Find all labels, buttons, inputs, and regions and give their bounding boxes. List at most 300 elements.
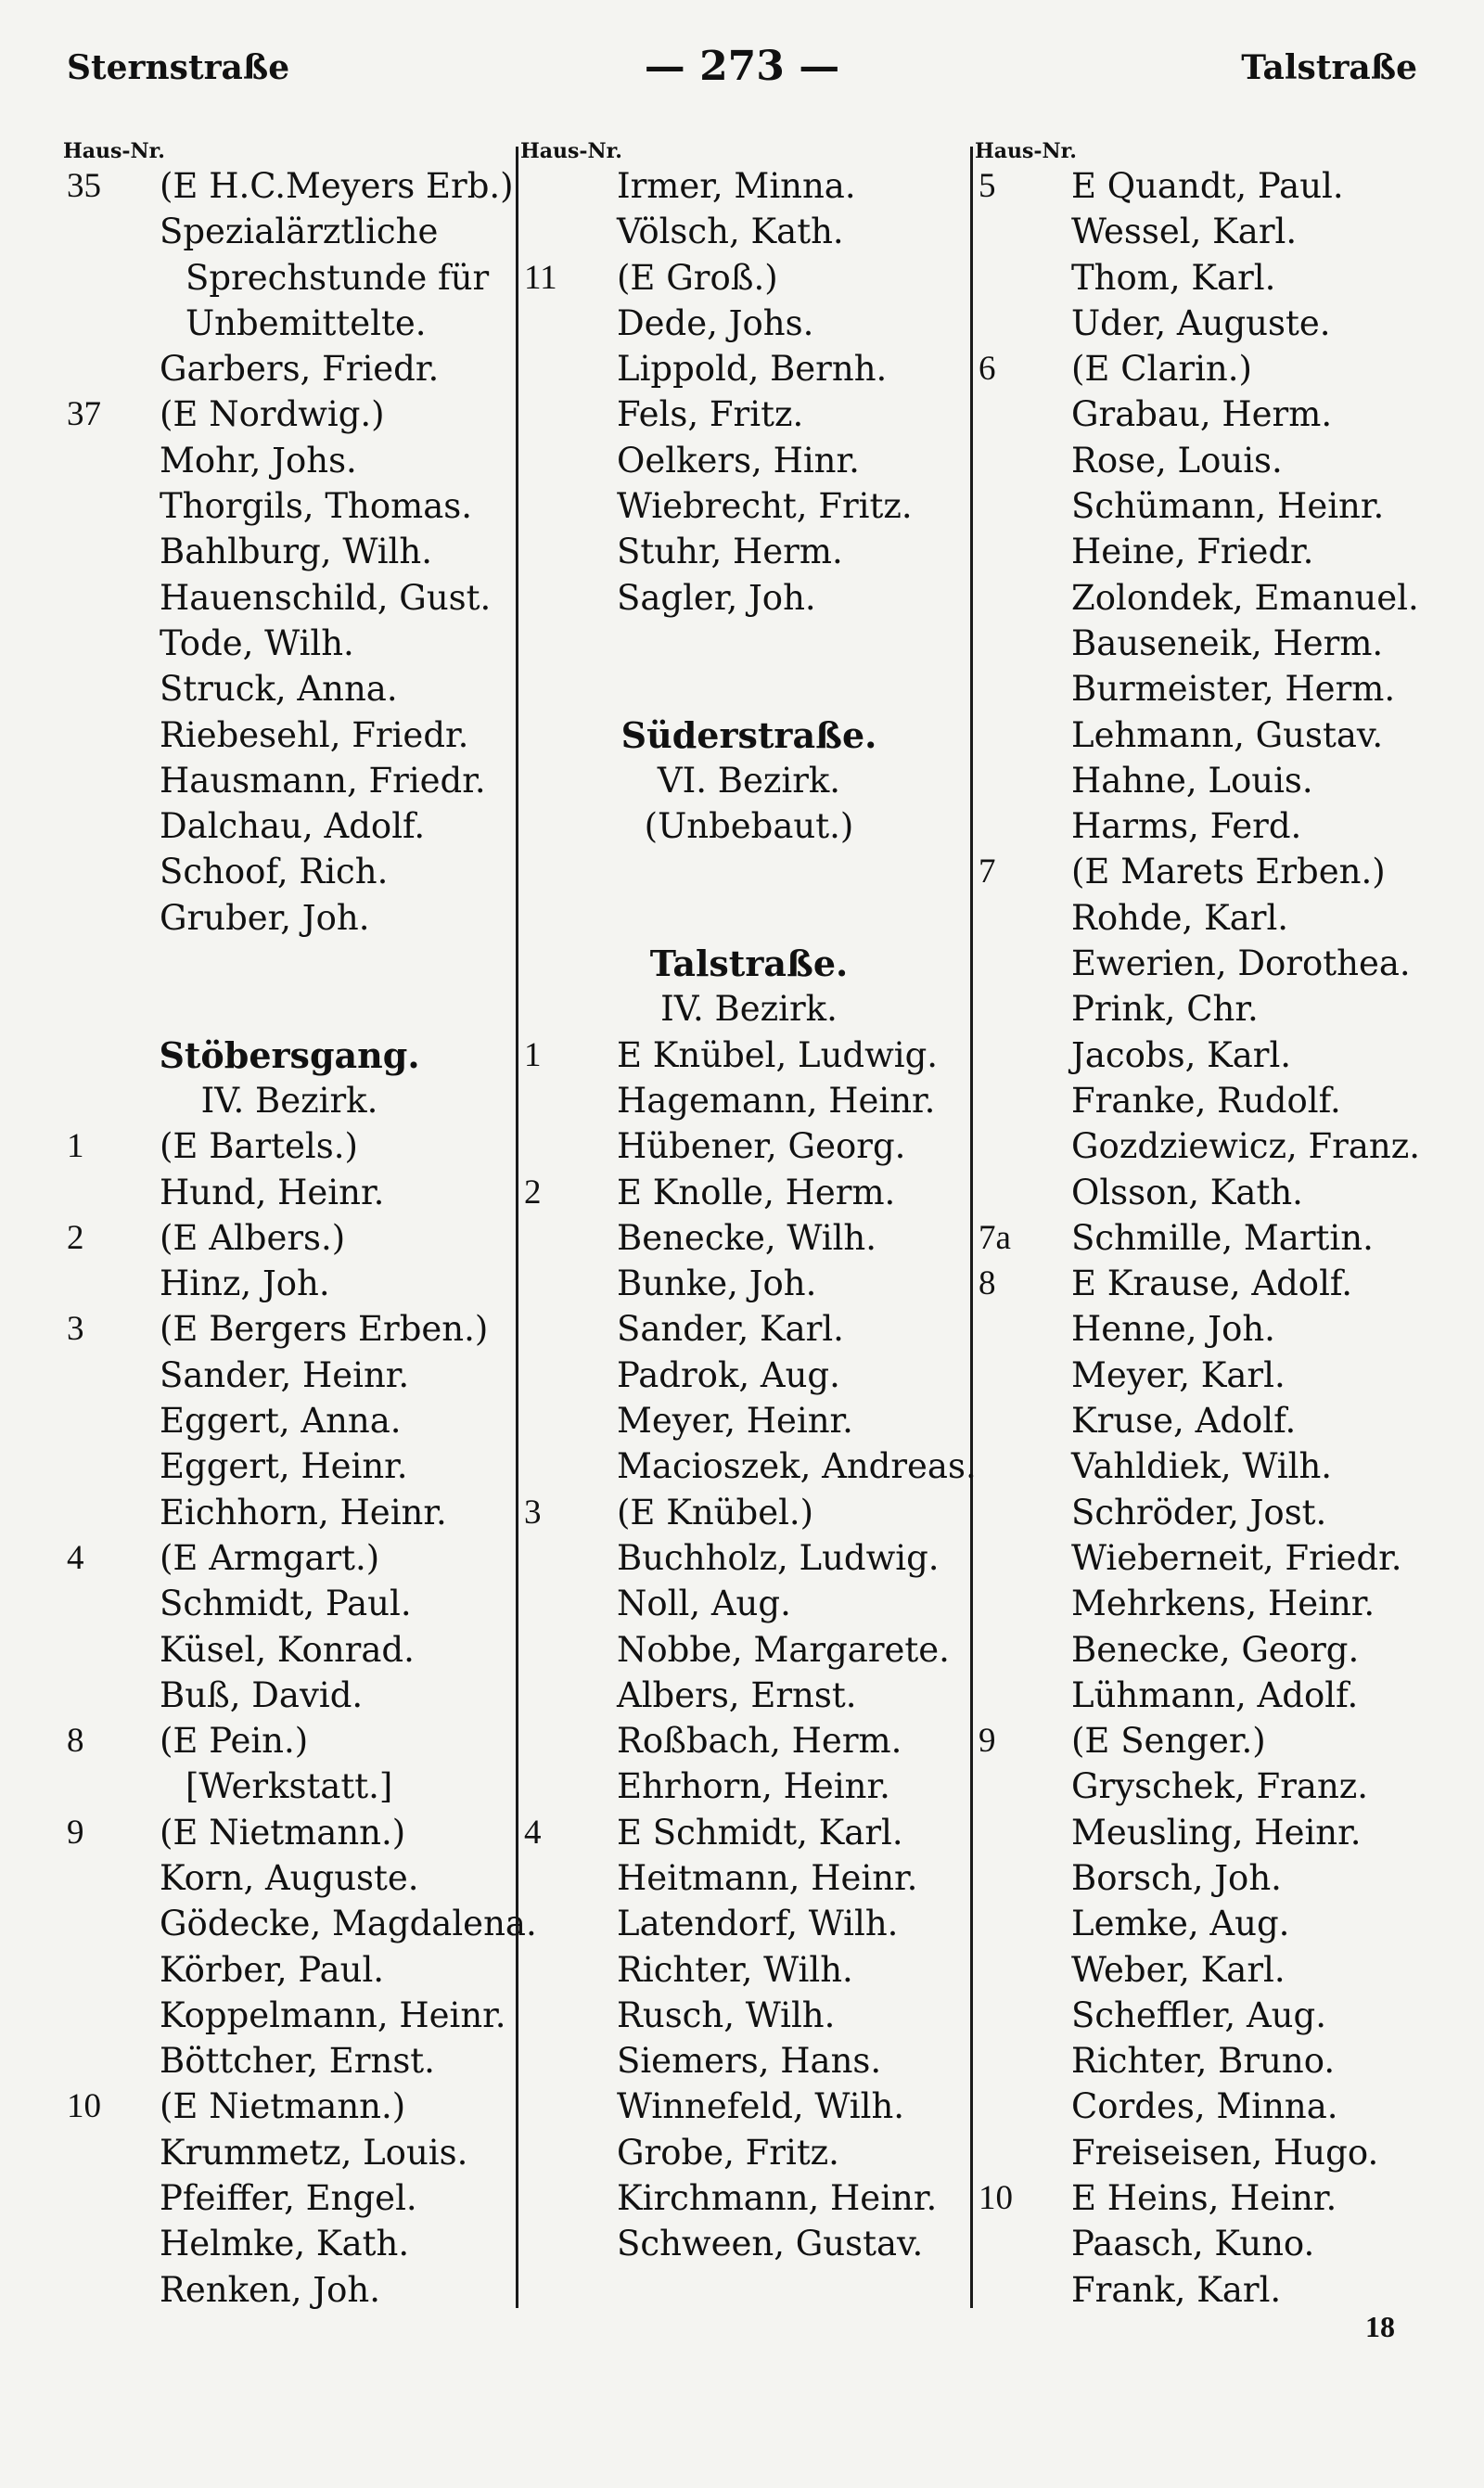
entry-text: Uder, Auguste.	[1071, 302, 1331, 343]
directory-entry	[524, 1763, 974, 1809]
directory-entry	[979, 2175, 1424, 2221]
house-number	[67, 483, 160, 529]
entry-text: Meusling, Heinr.	[1071, 1812, 1362, 1853]
directory-entry	[979, 529, 1424, 574]
house-number	[67, 1947, 160, 1993]
entry-text: Meyer, Karl.	[1071, 1354, 1286, 1395]
page-number: — 273 —	[644, 43, 840, 90]
house-number	[524, 1993, 617, 2038]
house-number: 35	[67, 167, 101, 205]
directory-entry	[524, 1215, 974, 1261]
entry-text: Lemke, Aug.	[1071, 1904, 1290, 1944]
house-number	[524, 1353, 617, 1398]
directory-entry	[979, 1398, 1424, 1443]
entry-text: (E Knübel.)	[617, 1492, 814, 1533]
entry-text: Winnefeld, Wilh.	[617, 2086, 905, 2127]
entry-text: Küsel, Konrad.	[160, 1629, 415, 1670]
house-number	[67, 255, 160, 301]
house-number	[524, 1855, 617, 1901]
house-number: 4	[67, 1538, 84, 1577]
house-number: 2	[524, 1173, 542, 1212]
entry-text: Latendorf, Wilh.	[617, 1904, 899, 1944]
directory-entry	[67, 2038, 512, 2084]
house-number	[524, 2038, 617, 2084]
house-number	[979, 803, 1071, 849]
entry-text: (E Pein.)	[160, 1721, 309, 1762]
directory-entry	[979, 1353, 1424, 1398]
directory-entry	[67, 712, 512, 758]
house-number	[524, 438, 617, 483]
directory-entry	[67, 1810, 512, 1855]
directory-entry	[67, 2267, 512, 2313]
directory-entry	[979, 483, 1424, 529]
entry-text: Zolondek, Emanuel.	[1071, 577, 1419, 618]
house-number	[979, 712, 1071, 758]
entry-text: Schümann, Heinr.	[1071, 486, 1385, 527]
entry-text: Meyer, Heinr.	[617, 1401, 853, 1442]
directory-entry	[979, 2130, 1424, 2175]
directory-entry	[524, 2221, 974, 2266]
house-number	[979, 301, 1071, 346]
column-2	[520, 139, 977, 2267]
directory-entry	[979, 1032, 1424, 1078]
directory-entry	[979, 301, 1424, 346]
directory-entry	[979, 1306, 1424, 1352]
entry-text: (E Clarin.)	[1071, 349, 1252, 390]
entry-text: Gryschek, Franz.	[1071, 1766, 1369, 1807]
entry-text: [Werkstatt.]	[186, 1766, 393, 1807]
column-label: Haus-Nr.	[520, 139, 622, 163]
house-number: 5	[979, 167, 996, 205]
directory-entry	[524, 438, 974, 483]
house-number	[979, 483, 1071, 529]
running-head-right: Talstraße	[1241, 48, 1417, 87]
street-heading	[524, 941, 974, 986]
house-number	[524, 575, 617, 621]
directory-entry	[524, 1810, 974, 1855]
entry-text: Dede, Johs.	[617, 302, 814, 343]
entry-text: Hinz, Joh.	[160, 1263, 330, 1304]
directory-entry	[979, 1535, 1424, 1581]
house-number	[67, 2175, 160, 2221]
entry-text: Paasch, Kuno.	[1071, 2224, 1315, 2264]
house-number	[524, 1398, 617, 1443]
house-number	[524, 2084, 617, 2129]
entry-text: Talstraße.	[649, 943, 849, 985]
house-number	[67, 529, 160, 574]
directory-entry	[524, 1032, 974, 1078]
entry-text: Oelkers, Hinr.	[617, 440, 860, 481]
house-number	[979, 1581, 1071, 1626]
house-number	[67, 1353, 160, 1398]
entry-text: Benecke, Wilh.	[617, 1217, 877, 1258]
entry-text: Olsson, Kath.	[1071, 1172, 1303, 1212]
house-number	[979, 209, 1071, 254]
running-head-left: Sternstraße	[67, 48, 290, 87]
entry-text: (E Marets Erben.)	[1071, 852, 1386, 892]
directory-entry	[979, 2221, 1424, 2266]
entry-text: Kruse, Adolf.	[1071, 1401, 1297, 1442]
entry-text: Frank, Karl.	[1071, 2269, 1282, 2310]
house-number	[67, 346, 160, 391]
house-number	[524, 2221, 617, 2266]
street-heading	[67, 1032, 512, 1078]
entry-text: Eichhorn, Heinr.	[160, 1492, 447, 1533]
entry-text: E Heins, Heinr.	[1071, 2178, 1337, 2219]
spacer	[524, 621, 974, 666]
directory-entry	[67, 483, 512, 529]
entry-text: Lehmann, Gustav.	[1071, 714, 1384, 755]
house-number	[979, 2221, 1071, 2266]
house-number	[979, 1353, 1071, 1398]
directory-entry	[524, 391, 974, 437]
directory-entry	[979, 1855, 1424, 1901]
house-number	[524, 1535, 617, 1581]
directory-entry	[67, 2084, 512, 2129]
directory-entry	[979, 1673, 1424, 1718]
directory-entry	[524, 1855, 974, 1901]
entry-text: Bahlburg, Wilh.	[160, 532, 432, 572]
directory-entry	[524, 2175, 974, 2221]
directory-entry	[67, 1855, 512, 1901]
entry-text: Hagemann, Heinr.	[617, 1080, 936, 1121]
directory-entry	[524, 163, 974, 209]
directory-entry	[979, 2084, 1424, 2129]
house-number	[979, 1398, 1071, 1443]
directory-entry	[524, 1535, 974, 1581]
directory-entry	[67, 438, 512, 483]
house-number: 8	[979, 1264, 996, 1303]
house-number	[979, 255, 1071, 301]
entry-text: Pfeiffer, Engel.	[160, 2178, 417, 2219]
directory-entry	[979, 1215, 1424, 1261]
entry-text: (E Bergers Erben.)	[160, 1309, 489, 1350]
entry-text: Krummetz, Louis.	[160, 2132, 468, 2173]
entry-text: Riebesehl, Friedr.	[160, 714, 469, 755]
house-number	[979, 1306, 1071, 1352]
directory-entry	[979, 803, 1424, 849]
house-number	[67, 2038, 160, 2084]
directory-entry	[979, 391, 1424, 437]
house-number	[524, 209, 617, 254]
house-number	[979, 2038, 1071, 2084]
house-number: 10	[67, 2087, 101, 2126]
house-number	[67, 1993, 160, 2038]
directory-entry	[524, 301, 974, 346]
house-number	[67, 1901, 160, 1946]
directory-entry	[67, 1398, 512, 1443]
directory-entry	[979, 163, 1424, 209]
house-number	[979, 1490, 1071, 1535]
house-number	[67, 803, 160, 849]
house-number	[524, 1901, 617, 1946]
directory-entry	[524, 1627, 974, 1673]
directory-entry	[979, 575, 1424, 621]
house-number	[979, 2130, 1071, 2175]
directory-entry	[67, 1627, 512, 1673]
directory-entry	[67, 803, 512, 849]
directory-entry	[979, 712, 1424, 758]
directory-entry	[524, 1581, 974, 1626]
entry-text: Lühmann, Adolf.	[1071, 1674, 1359, 1715]
house-number	[979, 1535, 1071, 1581]
entry-text: (E Groß.)	[617, 257, 778, 298]
entry-text: Buchholz, Ludwig.	[617, 1537, 940, 1578]
directory-entry	[979, 255, 1424, 301]
house-number	[979, 941, 1071, 986]
directory-entry	[67, 209, 512, 254]
entry-text: Korn, Auguste.	[160, 1857, 419, 1898]
entry-text: Benecke, Georg.	[1071, 1629, 1360, 1670]
house-number	[979, 1032, 1071, 1078]
entry-text: Spezialärztliche	[160, 212, 439, 252]
directory-entry	[524, 2084, 974, 2129]
house-number	[67, 2130, 160, 2175]
house-number	[979, 391, 1071, 437]
directory-entry	[979, 1627, 1424, 1673]
house-number	[67, 1581, 160, 1626]
entry-text: Unbemittelte.	[186, 302, 427, 343]
directory-entry	[524, 1078, 974, 1123]
house-number: 37	[67, 395, 101, 434]
entry-text: E Krause, Adolf.	[1071, 1263, 1353, 1304]
directory-entry	[67, 1443, 512, 1489]
house-number	[979, 1947, 1071, 1993]
house-number: 2	[67, 1218, 84, 1257]
entry-text: Henne, Joh.	[1071, 1309, 1275, 1350]
directory-entry	[524, 209, 974, 254]
entry-text: Richter, Wilh.	[617, 1949, 853, 1990]
entry-text: E Quandt, Paul.	[1071, 166, 1344, 206]
directory-entry	[67, 346, 512, 391]
section-heading	[524, 803, 974, 849]
entry-text: Jacobs, Karl.	[1071, 1034, 1292, 1075]
house-number	[67, 1443, 160, 1489]
house-number	[979, 2267, 1071, 2313]
house-number	[67, 301, 160, 346]
entry-text: Hund, Heinr.	[160, 1172, 385, 1212]
spacer	[67, 941, 512, 986]
directory-entry	[524, 1490, 974, 1535]
directory-entry	[67, 1123, 512, 1169]
directory-entry	[979, 621, 1424, 666]
entry-text: Siemers, Hans.	[617, 2041, 882, 2082]
house-number	[524, 391, 617, 437]
entry-text: (E Nordwig.)	[160, 394, 385, 435]
entry-text: Borsch, Joh.	[1071, 1857, 1282, 1898]
entry-text: (E H.C.Meyers Erb.)	[160, 166, 514, 206]
directory-entry	[524, 483, 974, 529]
entry-text: (E Armgart.)	[160, 1537, 380, 1578]
entry-text: Süderstraße.	[620, 713, 877, 756]
directory-entry	[67, 1535, 512, 1581]
entry-text: (E Albers.)	[160, 1217, 346, 1258]
directory-entry	[67, 895, 512, 941]
directory-entry	[979, 849, 1424, 894]
house-number	[67, 1855, 160, 1901]
house-number	[524, 1261, 617, 1306]
directory-entry	[67, 1581, 512, 1626]
house-number	[979, 1673, 1071, 1718]
directory-entry	[67, 2221, 512, 2266]
entry-text: Kirchmann, Heinr.	[617, 2178, 938, 2219]
directory-entry	[67, 1490, 512, 1535]
house-number	[979, 1993, 1071, 2038]
directory-entry	[979, 941, 1424, 986]
entry-text: Stöbersgang.	[159, 1033, 420, 1076]
directory-entry	[979, 438, 1424, 483]
house-number	[979, 1763, 1071, 1809]
directory-entry	[524, 1443, 977, 1489]
directory-entry	[67, 1763, 512, 1809]
entry-text: Böttcher, Ernst.	[160, 2041, 435, 2082]
directory-entry	[979, 209, 1424, 254]
entry-text: Weber, Karl.	[1071, 1949, 1286, 1990]
directory-entry	[979, 1490, 1424, 1535]
entry-text: Noll, Aug.	[617, 1584, 791, 1624]
entry-text: Thorgils, Thomas.	[160, 486, 473, 527]
entry-text: Rose, Louis.	[1071, 440, 1283, 481]
entry-text: Hauenschild, Gust.	[160, 577, 492, 618]
directory-entry	[979, 986, 1424, 1032]
directory-entry	[979, 346, 1424, 391]
directory-entry	[67, 1353, 512, 1398]
house-number	[67, 1763, 160, 1809]
entry-text: Fels, Fritz.	[617, 394, 804, 435]
directory-entry	[524, 1673, 974, 1718]
entry-text: IV. Bezirk.	[200, 1080, 378, 1121]
directory-entry	[67, 666, 512, 712]
house-number	[524, 2130, 617, 2175]
house-number	[67, 209, 160, 254]
spacer	[67, 986, 512, 1032]
house-number: 4	[524, 1813, 542, 1852]
section-heading	[524, 758, 974, 803]
house-number	[979, 758, 1071, 803]
entry-text: Franke, Rudolf.	[1071, 1080, 1341, 1121]
entry-text: Macioszek, Andreas.	[617, 1446, 977, 1487]
entry-text: IV. Bezirk.	[660, 989, 838, 1030]
entry-text: Hausmann, Friedr.	[160, 760, 486, 801]
directory-entry	[524, 2130, 974, 2175]
entry-text: Cordes, Minna.	[1071, 2086, 1338, 2127]
directory-entry	[979, 1718, 1424, 1763]
house-number	[524, 301, 617, 346]
house-number	[979, 1170, 1071, 1215]
house-number	[524, 163, 617, 209]
directory-entry	[979, 2038, 1424, 2084]
entry-text: Gruber, Joh.	[160, 897, 370, 938]
house-number	[979, 1627, 1071, 1673]
directory-entry	[979, 1901, 1424, 1946]
entry-text: (E Bartels.)	[160, 1126, 358, 1167]
directory-entry	[979, 1261, 1424, 1306]
entry-text: Sander, Karl.	[617, 1309, 844, 1350]
entry-text: (Unbebaut.)	[644, 806, 854, 847]
house-number	[979, 666, 1071, 712]
directory-entry	[67, 1901, 537, 1946]
directory-entry	[67, 621, 512, 666]
directory-entry	[524, 1306, 974, 1352]
directory-entry	[67, 255, 512, 301]
house-number	[67, 1398, 160, 1443]
directory-entry	[524, 575, 974, 621]
house-number: 3	[524, 1493, 542, 1532]
house-number	[979, 1810, 1071, 1855]
house-number	[979, 575, 1071, 621]
house-number	[524, 1627, 617, 1673]
entry-text: Roßbach, Herm.	[617, 1721, 902, 1762]
house-number	[67, 849, 160, 894]
directory-entry	[524, 2038, 974, 2084]
entry-text: Lippold, Bernh.	[617, 349, 888, 390]
entry-text: Stuhr, Herm.	[617, 532, 843, 572]
house-number	[67, 758, 160, 803]
directory-entry	[67, 758, 512, 803]
entry-text: Körber, Paul.	[160, 1949, 385, 1990]
house-number: 1	[67, 1127, 84, 1166]
house-number: 11	[524, 258, 557, 297]
column-label: Haus-Nr.	[63, 139, 165, 163]
entry-text: Eggert, Heinr.	[160, 1446, 408, 1487]
section-heading	[524, 986, 974, 1032]
spacer	[524, 895, 974, 941]
entry-text: Schmille, Martin.	[1071, 1217, 1374, 1258]
column-divider	[516, 147, 518, 2308]
entry-text: Thom, Karl.	[1071, 257, 1276, 298]
entry-text: Bauseneik, Herm.	[1071, 622, 1384, 663]
house-number	[67, 895, 160, 941]
directory-entry	[524, 1718, 974, 1763]
directory-entry	[67, 163, 512, 209]
entry-text: Dalchau, Adolf.	[160, 806, 426, 847]
entry-text: Helmke, Kath.	[160, 2224, 410, 2264]
entry-text: Rusch, Wilh.	[617, 1994, 836, 2035]
entry-text: Heitmann, Heinr.	[617, 1857, 918, 1898]
house-number	[524, 1947, 617, 1993]
entry-text: Ewerien, Dorothea.	[1071, 943, 1411, 984]
house-number	[67, 666, 160, 712]
house-number	[979, 895, 1071, 941]
entry-text: Mohr, Johs.	[160, 440, 357, 481]
street-heading	[524, 712, 974, 758]
house-number	[524, 1078, 617, 1123]
entry-text: Schween, Gustav.	[617, 2224, 924, 2264]
column-label: Haus-Nr.	[975, 139, 1077, 163]
house-number	[979, 1078, 1071, 1123]
entry-text: Scheffler, Aug.	[1071, 1994, 1326, 2035]
entry-text: Harms, Ferd.	[1071, 806, 1302, 847]
house-number: 9	[67, 1813, 84, 1852]
entry-text: Hübener, Georg.	[617, 1126, 906, 1167]
directory-entry	[67, 301, 512, 346]
entry-text: E Schmidt, Karl.	[617, 1812, 903, 1853]
entry-text: Burmeister, Herm.	[1071, 669, 1396, 710]
entry-text: Sagler, Joh.	[617, 577, 816, 618]
entry-text: (E Nietmann.)	[160, 1812, 406, 1853]
entry-text: E Knolle, Herm.	[617, 1172, 896, 1212]
directory-entry	[524, 1901, 974, 1946]
house-number	[524, 529, 617, 574]
directory-entry	[979, 1810, 1424, 1855]
entry-text: Wiebrecht, Fritz.	[617, 486, 913, 527]
column-1	[63, 139, 537, 2313]
entry-text: Koppelmann, Heinr.	[160, 1994, 506, 2035]
entry-text: Wessel, Karl.	[1071, 212, 1298, 252]
directory-entry	[67, 2175, 512, 2221]
house-number: 8	[67, 1722, 84, 1761]
directory-entry	[979, 758, 1424, 803]
